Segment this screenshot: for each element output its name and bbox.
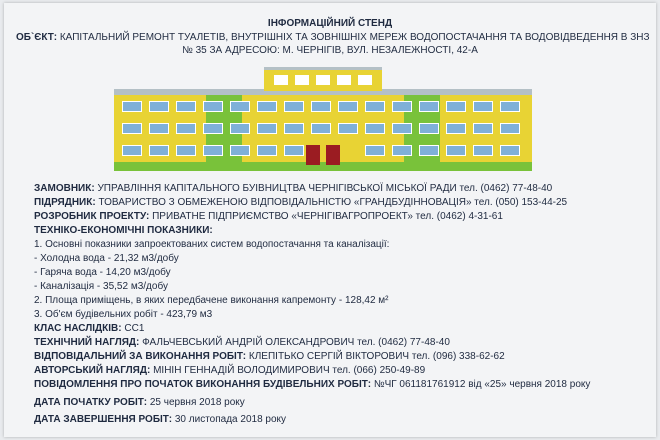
object-line-2: № 35 ЗА АДРЕСОЮ: М. ЧЕРНІГІВ, ВУЛ. НЕЗАЛЕЖНОСТІ, 42-А xyxy=(182,45,478,56)
building-window-glass xyxy=(177,102,195,111)
notice-label: ПОВІДОМЛЕННЯ ПРО ПОЧАТОК ВИКОНАННЯ БУДІВЕЛЬНИХ РОБІТ: xyxy=(34,379,372,390)
building-window-glass xyxy=(258,146,276,155)
contractor-row xyxy=(34,197,567,209)
building-door xyxy=(306,145,320,165)
building-window-glass xyxy=(447,146,465,155)
building-window-glass xyxy=(150,124,168,133)
building-window-glass xyxy=(339,124,357,133)
building-window-glass xyxy=(474,124,492,133)
building-door xyxy=(326,145,340,165)
customer-label: ЗАМОВНИК: xyxy=(34,183,95,194)
building-window-glass xyxy=(231,146,249,155)
building-window-glass xyxy=(393,124,411,133)
start-date-value: 25 червня 2018 року xyxy=(149,397,245,408)
building-window-glass xyxy=(123,102,141,111)
building-window-glass xyxy=(258,124,276,133)
building-window-glass xyxy=(420,124,438,133)
designer-row xyxy=(34,211,503,223)
building-window xyxy=(295,75,309,85)
school-building-illustration xyxy=(114,67,532,171)
building-window-glass xyxy=(150,102,168,111)
class-label: КЛАС НАСЛІДКІВ: xyxy=(34,323,122,334)
author-supervision-value: МІНІН ГЕННАДІЙ ВОЛОДИМИРОВИЧ тел. (066) 250-49-89 xyxy=(153,365,426,376)
building-window-glass xyxy=(150,146,168,155)
tech-item: - Каналізація - 35,52 м3/добу xyxy=(34,281,168,292)
contractor-label: ПІДРЯДНИК: xyxy=(34,197,96,208)
building-window-glass xyxy=(177,124,195,133)
building-window-glass xyxy=(474,102,492,111)
contractor-value: ТОВАРИСТВО З ОБМЕЖЕНОЮ ВІДПОВІДАЛЬНІСТЮ «ГРАНДБУДІННОВАЦІЯ» тел. (050) 153-44-25 xyxy=(98,197,568,208)
building-window-glass xyxy=(501,124,519,133)
customer-value: УПРАВЛІННЯ КАПІТАЛЬНОГО БУІВНИЦТВА ЧЕРНІГІВСЬКОЇ МІСЬКОЇ РАДИ тел. (0462) 77-48-40 xyxy=(97,183,553,194)
notice-row xyxy=(34,379,590,391)
building-window xyxy=(316,75,330,85)
building-window-glass xyxy=(123,124,141,133)
tech-item: 2. Площа приміщень, в яких передбачене виконання капремонту - 128,42 м² xyxy=(34,295,389,306)
building-window-glass xyxy=(258,102,276,111)
start-date-label: ДАТА ПОЧАТКУ РОБІТ: xyxy=(34,397,148,408)
building-window xyxy=(358,75,372,85)
building-plinth xyxy=(114,162,532,171)
responsible-row xyxy=(34,351,505,363)
building-window-glass xyxy=(312,124,330,133)
tech-item: - Холодна вода - 21,32 м3/добу xyxy=(34,253,179,264)
building-window-glass xyxy=(204,102,222,111)
building-window-glass xyxy=(285,124,303,133)
building-window-glass xyxy=(177,146,195,155)
tech-item: - Гаряча вода - 14,20 м3/добу xyxy=(34,267,171,278)
end-date-label: ДАТА ЗАВЕРШЕННЯ РОБІТ: xyxy=(34,414,173,425)
tech-supervision-value: ФАЛЬЧЕВСЬКИЙ АНДРІЙ ОЛЕКСАНДРОВИЧ тел. (0462) 77-48-40 xyxy=(142,337,450,348)
responsible-label: ВІДПОВІДАЛЬНИЙ ЗА ВИКОНАННЯ РОБІТ: xyxy=(34,351,247,362)
building-window-glass xyxy=(366,102,384,111)
tech-supervision-row xyxy=(34,337,450,349)
building-window-glass xyxy=(393,146,411,155)
author-supervision-label: АВТОРСЬКИЙ НАГЛЯД: xyxy=(34,365,151,376)
class-value: СС1 xyxy=(124,323,145,334)
building-window-glass xyxy=(231,102,249,111)
tech-supervision-label: ТЕХНІЧНИЙ НАГЛЯД: xyxy=(34,337,140,348)
building-window-glass xyxy=(285,146,303,155)
object-value: КАПІТАЛЬНИЙ РЕМОНТ ТУАЛЕТІВ, ВНУТРІШНІХ ТА ЗОВНІШНІХ МЕРЕЖ ВОДОПОСТАЧАННЯ ТА ВОДОВІДВЕДЕННЯ В ЗНЗ xyxy=(59,32,650,43)
building-window-glass xyxy=(204,146,222,155)
info-board xyxy=(4,3,656,437)
tech-header: ТЕХНІКО-ЕКОНОМІЧНІ ПОКАЗНИКИ: xyxy=(34,225,213,236)
building-window-glass xyxy=(123,146,141,155)
end-date-row xyxy=(34,414,286,426)
building-window-glass xyxy=(393,102,411,111)
building-window-glass xyxy=(312,102,330,111)
board-title: ІНФОРМАЦІЙНИЙ СТЕНД xyxy=(267,18,393,29)
building-window-glass xyxy=(447,124,465,133)
building-window-glass xyxy=(474,146,492,155)
designer-value: ПРИВАТНЕ ПІДПРИЄМСТВО «ЧЕРНІГІВАГРОПРОЕКТ» тел. (0462) 4-31-61 xyxy=(152,211,503,222)
building-window-glass xyxy=(420,146,438,155)
building-window xyxy=(337,75,351,85)
class-row xyxy=(34,323,144,335)
building-window-glass xyxy=(231,124,249,133)
building-window-glass xyxy=(366,124,384,133)
notice-value: №ЧГ 061181761912 від «25» червня 2018 року xyxy=(373,379,591,390)
building-window-glass xyxy=(204,124,222,133)
building-tower-roof xyxy=(264,67,382,70)
building-window-glass xyxy=(285,102,303,111)
building-window-glass xyxy=(366,146,384,155)
tech-item: 1. Основні показники запроектованих систем водопостачання та каналізації: xyxy=(34,239,390,250)
building-window-glass xyxy=(420,102,438,111)
responsible-value: КЛЕПІТЬКО СЕРГІЙ ВІКТОРОВИЧ тел. (096) 338-62-62 xyxy=(248,351,505,362)
building-window-glass xyxy=(447,102,465,111)
customer-row xyxy=(34,183,552,195)
building-window xyxy=(274,75,288,85)
building-window-glass xyxy=(339,102,357,111)
tech-item: 3. Об'єм будівельних робіт - 423,79 м3 xyxy=(34,309,213,320)
end-date-value: 30 листопада 2018 року xyxy=(174,414,287,425)
building-window-glass xyxy=(501,102,519,111)
object-line-1 xyxy=(16,32,650,44)
author-supervision-row xyxy=(34,365,425,377)
designer-label: РОЗРОБНИК ПРОЕКТУ: xyxy=(34,211,150,222)
building-window-glass xyxy=(501,146,519,155)
start-date-row xyxy=(34,397,245,409)
object-label: ОБ`ЄКТ: xyxy=(16,32,58,43)
